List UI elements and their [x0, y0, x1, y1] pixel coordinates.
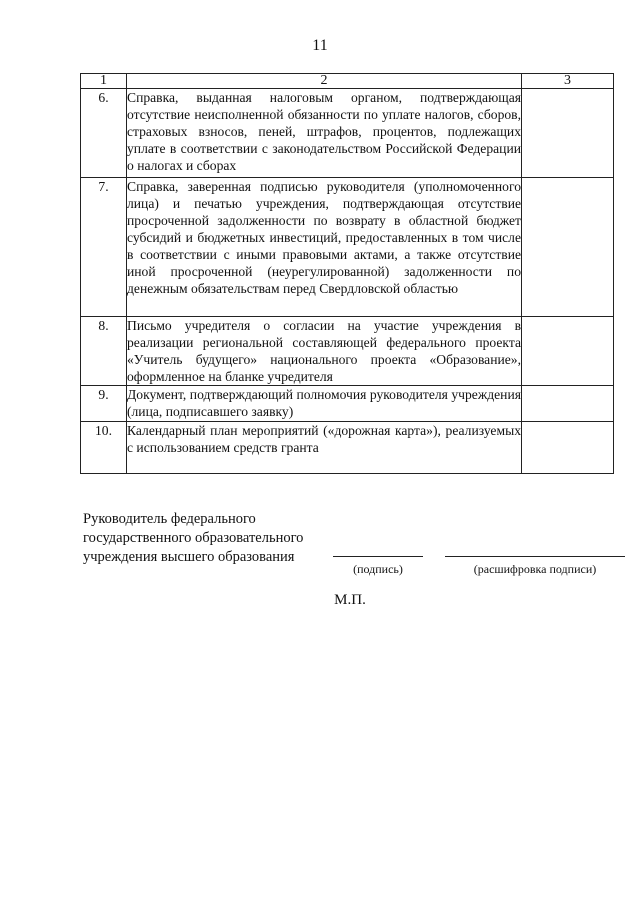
row-mark-cell [522, 386, 614, 422]
page-number: 11 [312, 37, 328, 54]
table-row [81, 178, 614, 317]
table-header-row [81, 74, 614, 89]
row-mark-cell [522, 89, 614, 178]
row-number: 6. [81, 89, 127, 178]
row-document-text: Справка, заверенная подписью руководителя (уполномоченного лица) и печатью учреждения, подтверждающая отсутствие просроченной задолженности по возврату в областной бюджет субсидий и бюджетных инвестиций, предоставленных в том числе в соответствии с иными правовыми актами, а также отсутствие иной просроченной (неурегулированной) задолженности по денежным обязательствам перед Свердловской областью [127, 178, 522, 317]
table-row [81, 317, 614, 386]
table-row [81, 386, 614, 422]
column-header-document: 2 [127, 74, 522, 89]
signature-caption: (подпись) [353, 562, 403, 576]
signature-decoding-caption: (расшифровка подписи) [473, 562, 597, 576]
row-document-text: Письмо учредителя о согласии на участие учреждения в реализации региональной составляющей федерального проекта «Учитель будущего» национального проекта «Образование», оформленное на бланке учредителя [127, 318, 521, 384]
row-number: 8. [81, 317, 127, 386]
documents-table [80, 73, 614, 474]
row-document-text: Календарный план мероприятий («дорожная карта»), реализуемых с использованием средств гранта [127, 422, 522, 474]
signatory-position-line: государственного образовательного [83, 530, 304, 546]
row-document-text: Справка, выданная налоговым органом, подтверждающая отсутствие неисполненной обязанности по уплате налогов, сборов, страховых взносов, пеней, штрафов, процентов, подлежащих уплате в соответствии с законодательством Российской Федерации о налогах и сборах [127, 89, 522, 178]
signatory-position-line: Руководитель федерального [83, 511, 256, 527]
row-number: 9. [81, 386, 127, 422]
row-number: 10. [81, 422, 127, 474]
table-row [81, 422, 614, 474]
row-document-text: Документ, подтверждающий полномочия руководителя учреждения (лица, подписавшего заявку) [127, 386, 522, 422]
signature-decoding-line [445, 556, 625, 557]
signature-line [333, 556, 423, 557]
table-row [81, 89, 614, 178]
column-header-mark: 3 [522, 74, 614, 89]
row-number: 7. [81, 178, 127, 317]
row-mark-cell [522, 178, 614, 317]
row-mark-cell [522, 317, 614, 386]
column-header-number: 1 [81, 74, 127, 89]
stamp-place-label: М.П. [334, 592, 366, 608]
signatory-position-line: учреждения высшего образования [83, 549, 295, 565]
signatory-position [83, 510, 323, 567]
row-mark-cell [522, 422, 614, 474]
